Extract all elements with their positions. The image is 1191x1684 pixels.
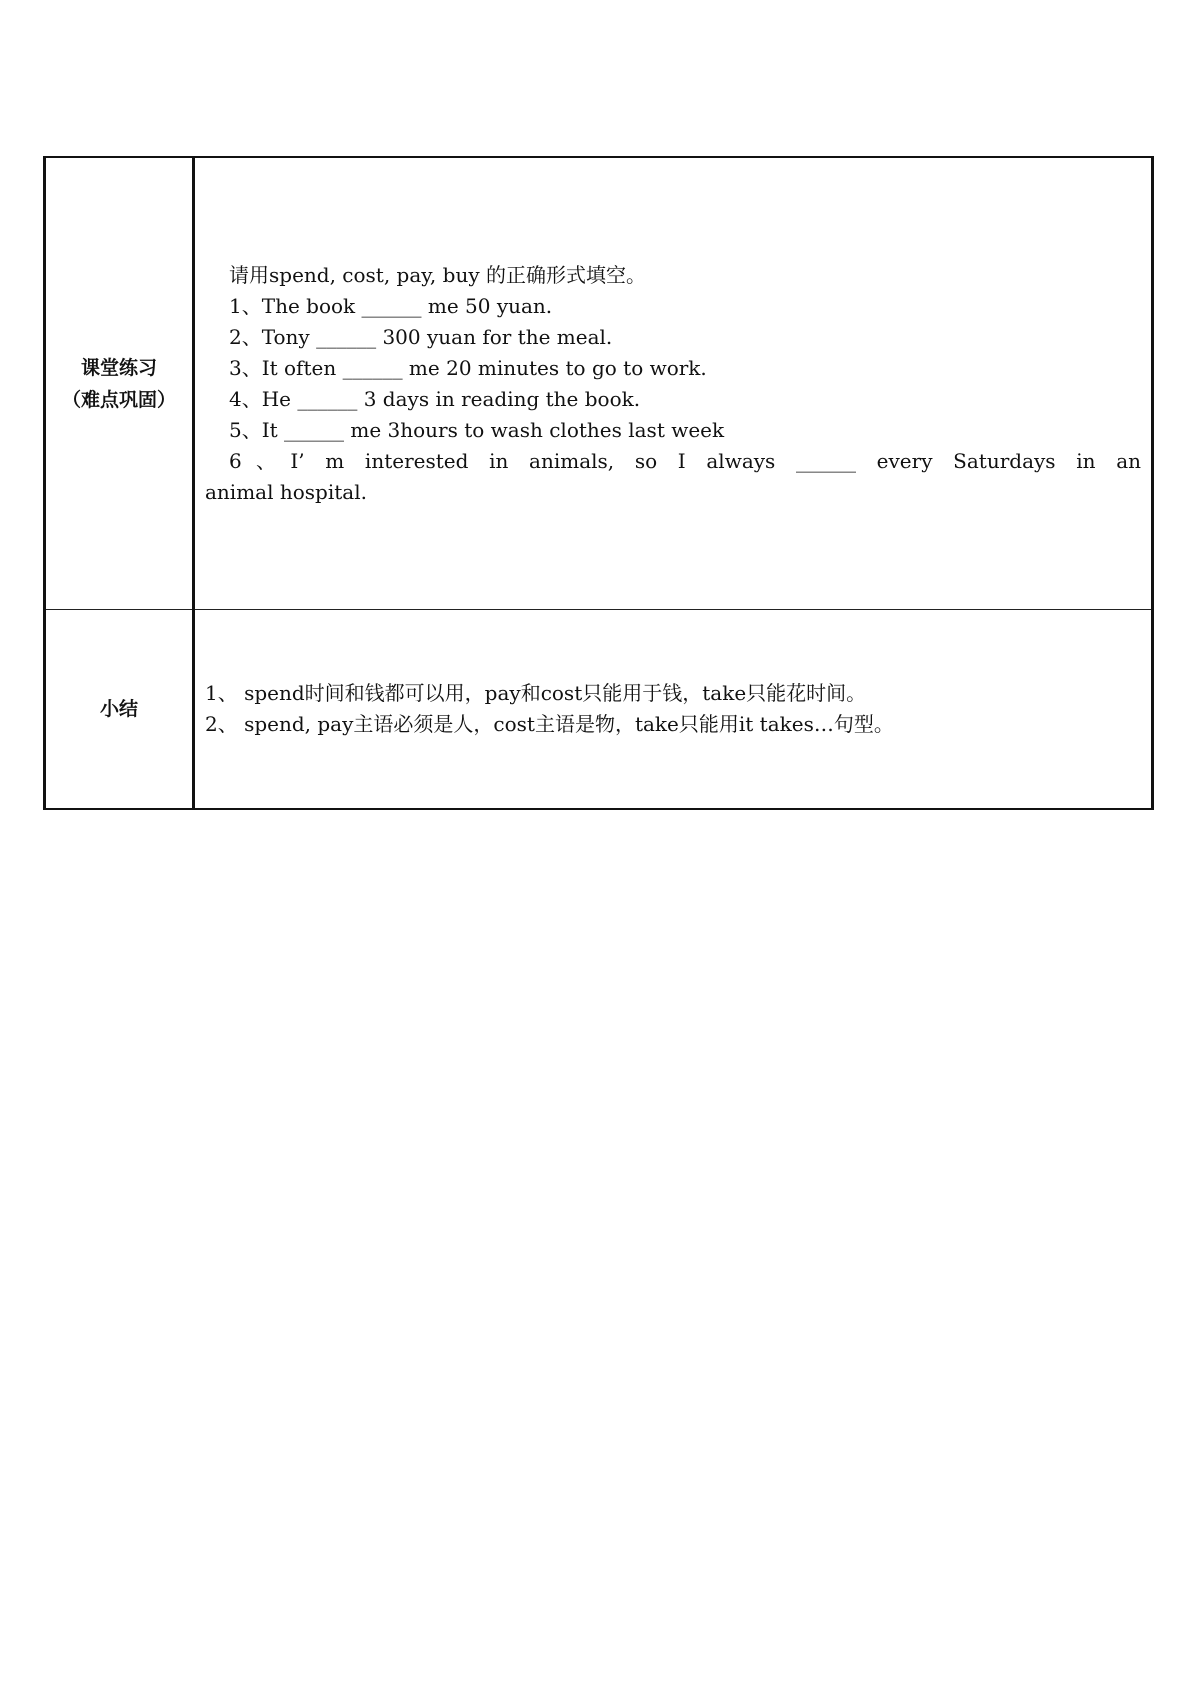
practice-content-cell [194,157,1153,610]
summary-label-cell [45,610,194,810]
lesson-table [43,156,1154,810]
summary-row [45,610,1153,810]
summary-point-1: 1、 spend时间和钱都可以用，pay和cost只能用于钱，take只能花时间。 [205,681,867,705]
practice-instruction: 请用spend, cost, pay, buy 的正确形式填空。 [229,262,646,287]
summary-point-2: 2、 spend, pay主语必须是人，cost主语是物，take只能用it takes…句型。 [205,712,894,736]
exercise-item-6-line-2: animal hospital. [205,479,367,504]
exercise-item-5: 5、It ______ me 3hours to wash clothes last week [229,417,725,442]
exercise-item-3: 3、It often ______ me 20 minutes to go to work. [229,355,707,380]
practice-row [45,157,1153,610]
exercise-item-2: 2、Tony ______ 300 yuan for the meal. [229,324,613,349]
practice-label-title: 课堂练习 [80,356,157,379]
practice-label-cell [45,157,194,610]
exercise-item-6-line-1: 6、I’ m interested in animals, so I always ______ every Saturdays in an [229,448,1141,473]
practice-label-subtitle: （难点巩固） [61,388,176,411]
summary-label: 小结 [99,698,138,720]
exercise-item-4: 4、He ______ 3 days in reading the book. [229,386,641,411]
summary-content-cell [194,610,1153,810]
exercise-item-1: 1、The book ______ me 50 yuan. [229,293,553,318]
